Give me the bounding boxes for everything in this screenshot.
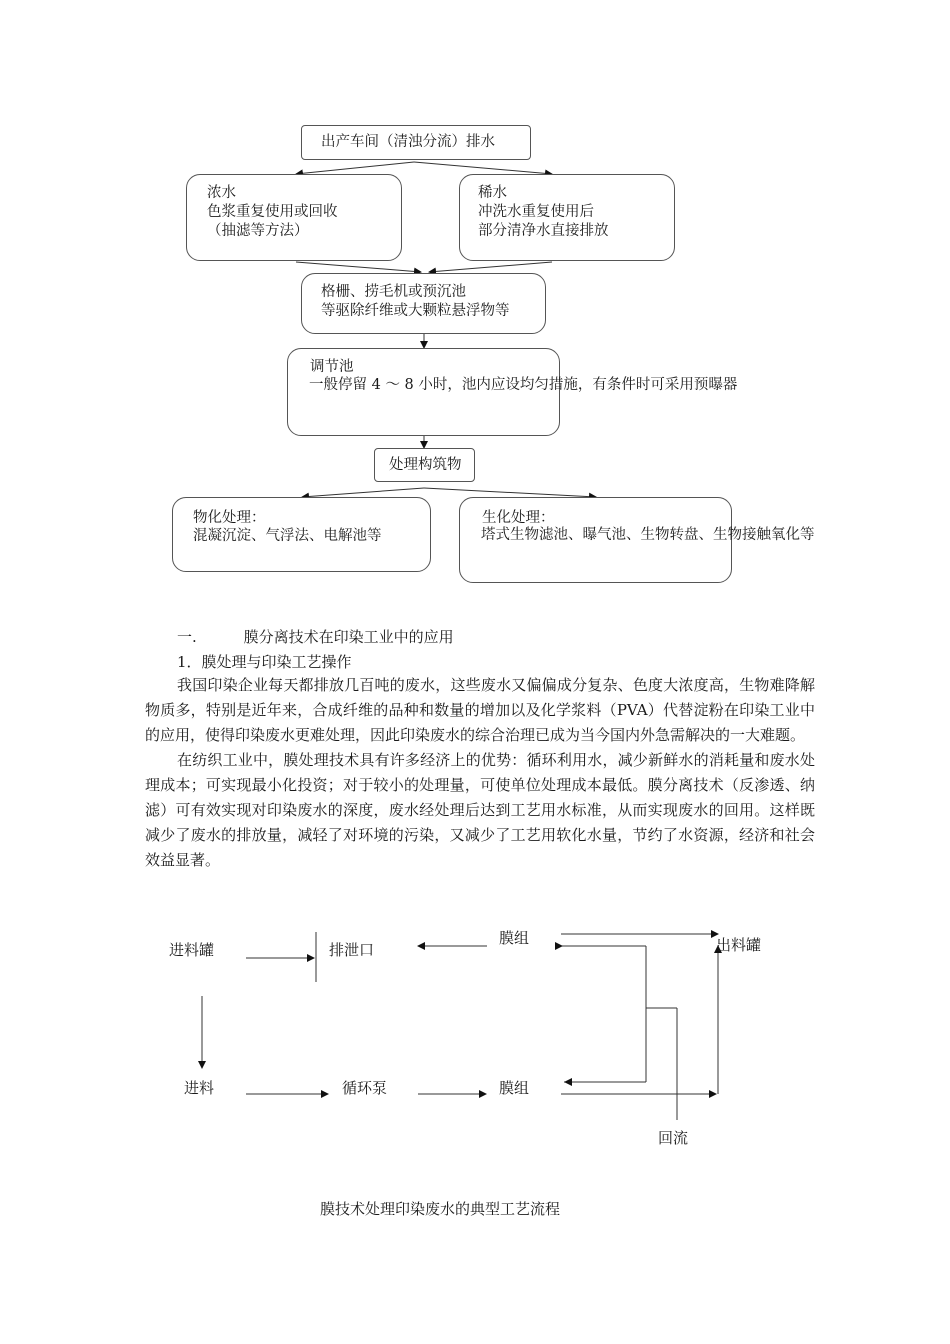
section-heading (177, 626, 454, 647)
paragraph-2: 在纺织工业中，膜处理技术具有许多经济上的优势：循环利用水，减少新鲜水的消耗量和废水处理成本；可实现最小化投资；对于较小的处理量，可使单位处理成本最低。膜分离技术（反渗透、纳滤）可有效实现对印染废水的深度，废水经处理后达到工艺用水标准，从而实现废水的回用。这样既减少了废水的排放量，减轻了对环境的污染，又减少了工艺用软化水量，节约了水资源，经济和社会效益显著。 (145, 751, 815, 869)
screen-box (301, 273, 546, 334)
screen-line2: 等驱除纤维或大颗粒悬浮物等 (321, 303, 510, 319)
membrane-top-label: 膜组 (499, 929, 530, 947)
reflux-label: 回流 (658, 1129, 689, 1147)
physchem-box (172, 497, 431, 572)
equalize-line1: 一般停留 4 ～ 8 小时，池内应设均匀措施，有条件时可采用预曝器 (309, 377, 738, 393)
screen-line1: 格栅、捞毛机或预沉池 (321, 284, 466, 300)
dilute-line1: 冲洗水重复使用后 (478, 204, 594, 220)
figure-caption: 膜技术处理印染废水的典型工艺流程 (320, 1200, 561, 1218)
flow-top-label: 出产车间（清浊分流）排水 (321, 134, 495, 150)
membrane-bottom-label: 膜组 (499, 1079, 530, 1097)
product-tank-label: 出料罐 (716, 936, 762, 954)
bio-line1: 塔式生物滤池、曝气池、生物转盘、生物接触氧化等 (481, 527, 815, 543)
equalize-title: 调节池 (310, 359, 354, 375)
drain-label: 排泄口 (329, 941, 375, 959)
pump-label: 循环泵 (342, 1079, 388, 1097)
treatment-label: 处理构筑物 (389, 457, 462, 473)
feed-label: 进料 (184, 1079, 215, 1097)
flow-top-box (301, 125, 531, 160)
treatment-structure-box (374, 448, 475, 482)
dilute-line2: 部分清净水直接排放 (478, 223, 609, 239)
concentrated-title: 浓水 (207, 185, 236, 201)
physchem-title: 物化处理： (193, 510, 266, 526)
dilute-water-box (459, 174, 675, 261)
subsection-heading: 1．膜处理与印染工艺操作 (177, 653, 352, 671)
section-title: 膜分离技术在印染工业中的应用 (243, 628, 454, 646)
concentrated-line2: （抽滤等方法） (207, 223, 309, 239)
paragraph-1: 我国印染企业每天都排放几百吨的废水，这些废水又偏偏成分复杂、色度大浓度高，生物难降解物质多，特别是近年来，合成纤维的品种和数量的增加以及化学浆料（PVA）代替淀粉在印染工业中的应用，使得印染废水更难处理，因此印染废水的综合治理已成为当今国内外急需解决的一大难题。 (145, 676, 815, 744)
dilute-title: 稀水 (478, 185, 507, 201)
concentrated-line1: 色浆重复使用或回收 (207, 204, 338, 220)
bio-title: 生化处理： (482, 510, 555, 526)
article-body (145, 673, 815, 873)
feed-tank-label: 进料罐 (169, 941, 215, 959)
physchem-line1: 混凝沉淀、气浮法、电解池等 (193, 528, 382, 544)
concentrated-water-box (186, 174, 402, 261)
section-number: 一. (177, 628, 197, 646)
